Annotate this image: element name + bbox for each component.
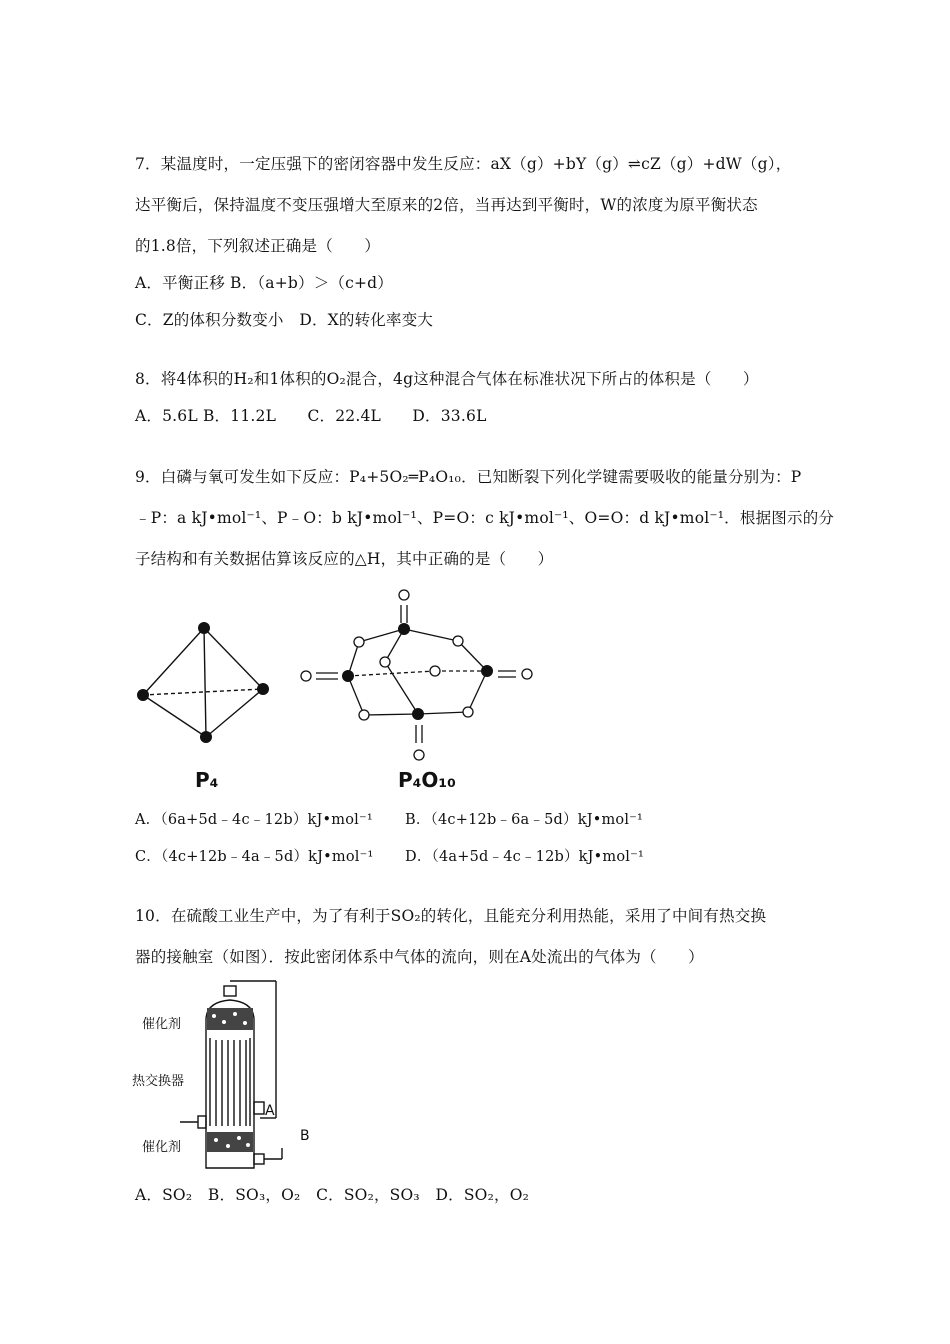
q9-stem-line-3: 子结构和有关数据估算该反应的△H，其中正确的是（ ）	[135, 550, 554, 568]
q10-stem-line-1: 10．在硫酸工业生产中，为了有利于SO₂的转化，且能充分利用热能，采用了中间有热交换	[135, 907, 767, 925]
catalyst-top-label: 催化剂	[142, 1017, 182, 1032]
q9-stem-line-2: ﹣P：a kJ•mol⁻¹、P﹣O：b kJ•mol⁻¹、P=O：c kJ•mol⁻¹、O=O：d kJ•mol⁻¹．根据图示的分	[135, 509, 835, 527]
p4o10-molecule-figure	[290, 585, 550, 770]
q9-option-c: C．（4c+12b﹣4a﹣5d）kJ•mol⁻¹	[135, 849, 374, 865]
catalyst-bottom-label: 催化剂	[142, 1140, 182, 1155]
heat-exchanger-label: 热交换器	[132, 1074, 185, 1089]
q9-option-a: A．（6a+5d﹣4c﹣12b）kJ•mol⁻¹	[135, 812, 373, 828]
port-b-label: B	[300, 1128, 310, 1144]
p4-molecule-figure	[128, 615, 278, 755]
q7-stem-line-1: 7．某温度时，一定压强下的密闭容器中发生反应：aX（g）+bY（g）⇌cZ（g）+dW（g），	[135, 155, 792, 173]
q10-options: A．SO₂ B．SO₃，O₂ C．SO₂，SO₃ D．SO₂，O₂	[135, 1186, 530, 1204]
q9-option-d: D．（4a+5d﹣4c﹣12b）kJ•mol⁻¹	[405, 849, 645, 865]
q8-options: A．5.6L B．11.2L C．22.4L D．33.6L	[135, 407, 487, 425]
port-a-label: A	[265, 1103, 275, 1119]
p4o10-label: P₄O₁₀	[398, 768, 456, 792]
p4-label: P₄	[195, 768, 219, 792]
q7-options-ab: A．平衡正移 B．（a+b）＞（c+d）	[135, 274, 394, 292]
q9-option-b: B．（4c+12b﹣6a﹣5d）kJ•mol⁻¹	[405, 812, 644, 828]
q7-stem-line-2: 达平衡后，保持温度不变压强增大至原来的2倍，当再达到平衡时，W的浓度为原平衡状态	[135, 196, 758, 214]
q7-stem-line-3: 的1.8倍，下列叙述正确是（ ）	[135, 237, 381, 255]
q8-stem: 8．将4体积的H₂和1体积的O₂混合，4g这种混合气体在标准状况下所占的体积是（ ）	[135, 370, 759, 388]
q7-options-cd: C．Z的体积分数变小 D．X的转化率变大	[135, 311, 434, 329]
q10-stem-line-2: 器的接触室（如图）．按此密闭体系中气体的流向，则在A处流出的气体为（ ）	[135, 948, 704, 966]
q9-stem-line-1: 9．白磷与氧可发生如下反应：P₄+5O₂═P₄O₁₀．已知断裂下列化学键需要吸收的能量分别为：P	[135, 468, 802, 486]
